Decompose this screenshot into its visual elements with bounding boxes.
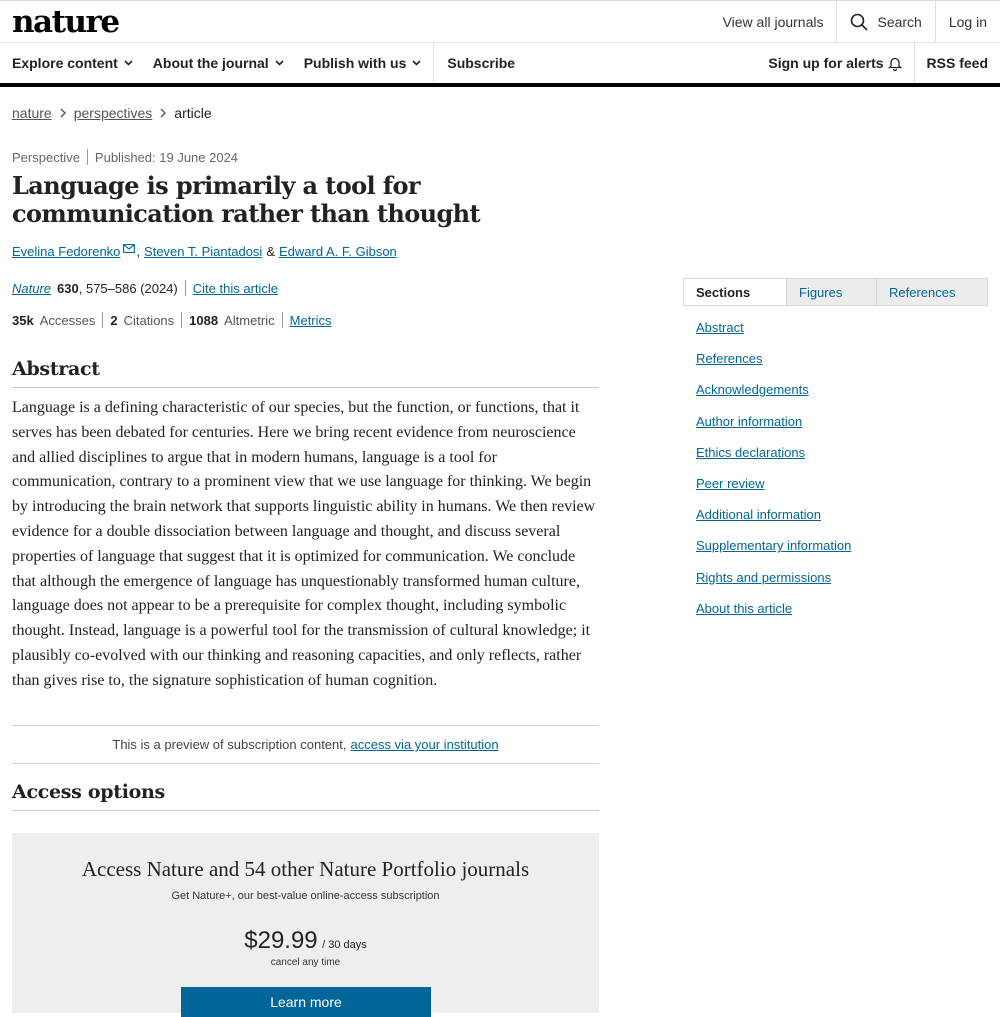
publish-with-us-menu[interactable] — [304, 55, 422, 71]
chevron-right-icon — [60, 108, 66, 118]
access-via-institution-link[interactable]: access via your institution — [350, 737, 499, 752]
abstract-heading: Abstract — [12, 358, 599, 388]
subscribe-link[interactable]: Subscribe — [447, 55, 516, 71]
price-row — [12, 927, 599, 955]
cite-this-article-link[interactable]: Cite this article — [192, 280, 279, 296]
sections-list — [696, 320, 851, 632]
main-nav — [0, 43, 1000, 87]
section-link-about-article[interactable]: About this article — [696, 600, 793, 616]
top-right-links — [710, 1, 1000, 43]
section-link-rights-permissions[interactable]: Rights and permissions — [696, 569, 832, 585]
search-button[interactable] — [837, 1, 934, 43]
divider — [87, 149, 88, 165]
cancel-note: cancel any time — [270, 957, 341, 968]
author-list — [12, 244, 397, 259]
access-options-heading: Access options — [12, 781, 599, 811]
citation-line — [12, 280, 278, 296]
subscription-card — [12, 833, 599, 1013]
altmetric-score: 1088 — [189, 312, 219, 328]
login-link[interactable]: Log in — [948, 14, 987, 30]
metrics-link[interactable]: Metrics — [289, 312, 332, 328]
tab-figures[interactable]: Figures — [786, 279, 876, 305]
section-link-ethics-declarations[interactable]: Ethics declarations — [696, 444, 806, 460]
view-all-journals-link[interactable]: View all journals — [722, 14, 824, 30]
subscription-preview-notice — [12, 725, 599, 764]
chevron-down-icon — [275, 60, 284, 66]
author-ampersand: & — [266, 244, 275, 259]
altmetric-label: Altmetric — [224, 312, 275, 328]
journal-name-link[interactable]: Nature — [12, 280, 52, 296]
sidebar-tabs — [683, 278, 988, 306]
author-separator: , — [136, 244, 141, 259]
article-type: Perspective — [12, 149, 80, 165]
chevron-down-icon — [124, 60, 133, 66]
citations-count: 2 — [110, 312, 118, 328]
explore-content-label: Explore content — [12, 55, 118, 71]
divider — [282, 312, 283, 328]
pages-year: , 575–586 (2024) — [78, 280, 178, 296]
search-label: Search — [877, 14, 922, 30]
article-meta — [12, 149, 238, 165]
section-link-references[interactable]: References — [696, 351, 763, 367]
section-link-peer-review[interactable]: Peer review — [696, 475, 765, 491]
section-link-additional-information[interactable]: Additional information — [696, 507, 822, 523]
author-link[interactable]: Edward A. F. Gibson — [279, 244, 397, 259]
accesses-label: Accesses — [39, 312, 96, 328]
divider — [185, 280, 186, 296]
card-title: Access Nature and 54 other Nature Portfolio journals — [81, 857, 530, 881]
section-link-abstract[interactable]: Abstract — [696, 320, 744, 335]
about-journal-label: About the journal — [152, 55, 269, 71]
publish-with-us-label: Publish with us — [303, 55, 407, 71]
author-link[interactable]: Evelina Fedorenko — [12, 244, 121, 259]
citations-label: Citations — [123, 312, 175, 328]
article-title: Language is primarily a tool for communication rather than thought — [12, 171, 481, 228]
tab-references[interactable]: References — [876, 279, 987, 305]
rss-feed-link[interactable]: RSS feed — [926, 55, 988, 71]
card-subtitle: Get Nature+, our best-value online-access subscription — [171, 890, 440, 902]
breadcrumb-perspectives[interactable]: perspectives — [73, 105, 153, 121]
accesses-count: 35k — [12, 312, 34, 328]
alerts-label: Sign up for alerts — [768, 55, 884, 71]
about-journal-menu[interactable] — [153, 55, 284, 71]
published-date: Published: 19 June 2024 — [94, 149, 239, 165]
price: $29.99 — [244, 927, 318, 954]
divider — [102, 312, 103, 328]
section-link-author-information[interactable]: Author information — [696, 413, 803, 429]
sign-up-alerts-button[interactable] — [768, 55, 901, 71]
nature-logo[interactable]: nature — [12, 4, 119, 40]
breadcrumb-nature[interactable]: nature — [12, 105, 52, 121]
chevron-down-icon — [412, 60, 421, 66]
explore-content-menu[interactable] — [12, 55, 133, 71]
divider — [433, 43, 434, 83]
author-link[interactable]: Steven T. Piantadosi — [144, 244, 263, 259]
learn-more-button[interactable]: Learn more — [181, 987, 431, 1017]
bell-icon — [888, 56, 902, 71]
breadcrumb — [12, 105, 212, 121]
tab-sections[interactable]: Sections — [684, 279, 786, 305]
article-metrics — [12, 312, 332, 328]
search-icon — [850, 13, 868, 31]
chevron-right-icon — [160, 108, 166, 118]
section-link-supplementary-information[interactable]: Supplementary information — [696, 538, 852, 554]
divider — [181, 312, 182, 328]
divider — [914, 43, 915, 83]
section-link-acknowledgements[interactable]: Acknowledgements — [696, 382, 809, 398]
price-period: / 30 days — [322, 939, 367, 951]
volume-number: 630 — [57, 280, 79, 296]
abstract-text: Language is a defining characteristic of our species, but the function, or functions, that it serves has been debated for centuries. Here we bring recent evidence from neuroscience and allied disciplines to argue that in modern humans, language is a tool for communication, contrary to a prominent view that we use language for thinking. We begin by introducing the brain network that supports linguistic ability in humans. We then review evidence for a double dissociation between language and thought, and discuss several properties of language that suggest that it is optimized for communication. We conclude that although the emergence of language has unquestionably transformed human culture, language does not appear to be a prerequisite for complex thought, including symbolic thought. Instead, language is a powerful tool for the transmission of cultural knowledge; it plausibly co-evolved with our thinking and reasoning capacities, and only reflects, rather than gives rise to, the signature sophistication of human cognition. — [12, 399, 596, 689]
breadcrumb-article: article — [174, 105, 212, 121]
mail-icon[interactable] — [123, 244, 135, 253]
preview-text: This is a preview of subscription content, — [112, 737, 347, 752]
top-bar — [0, 0, 1000, 43]
